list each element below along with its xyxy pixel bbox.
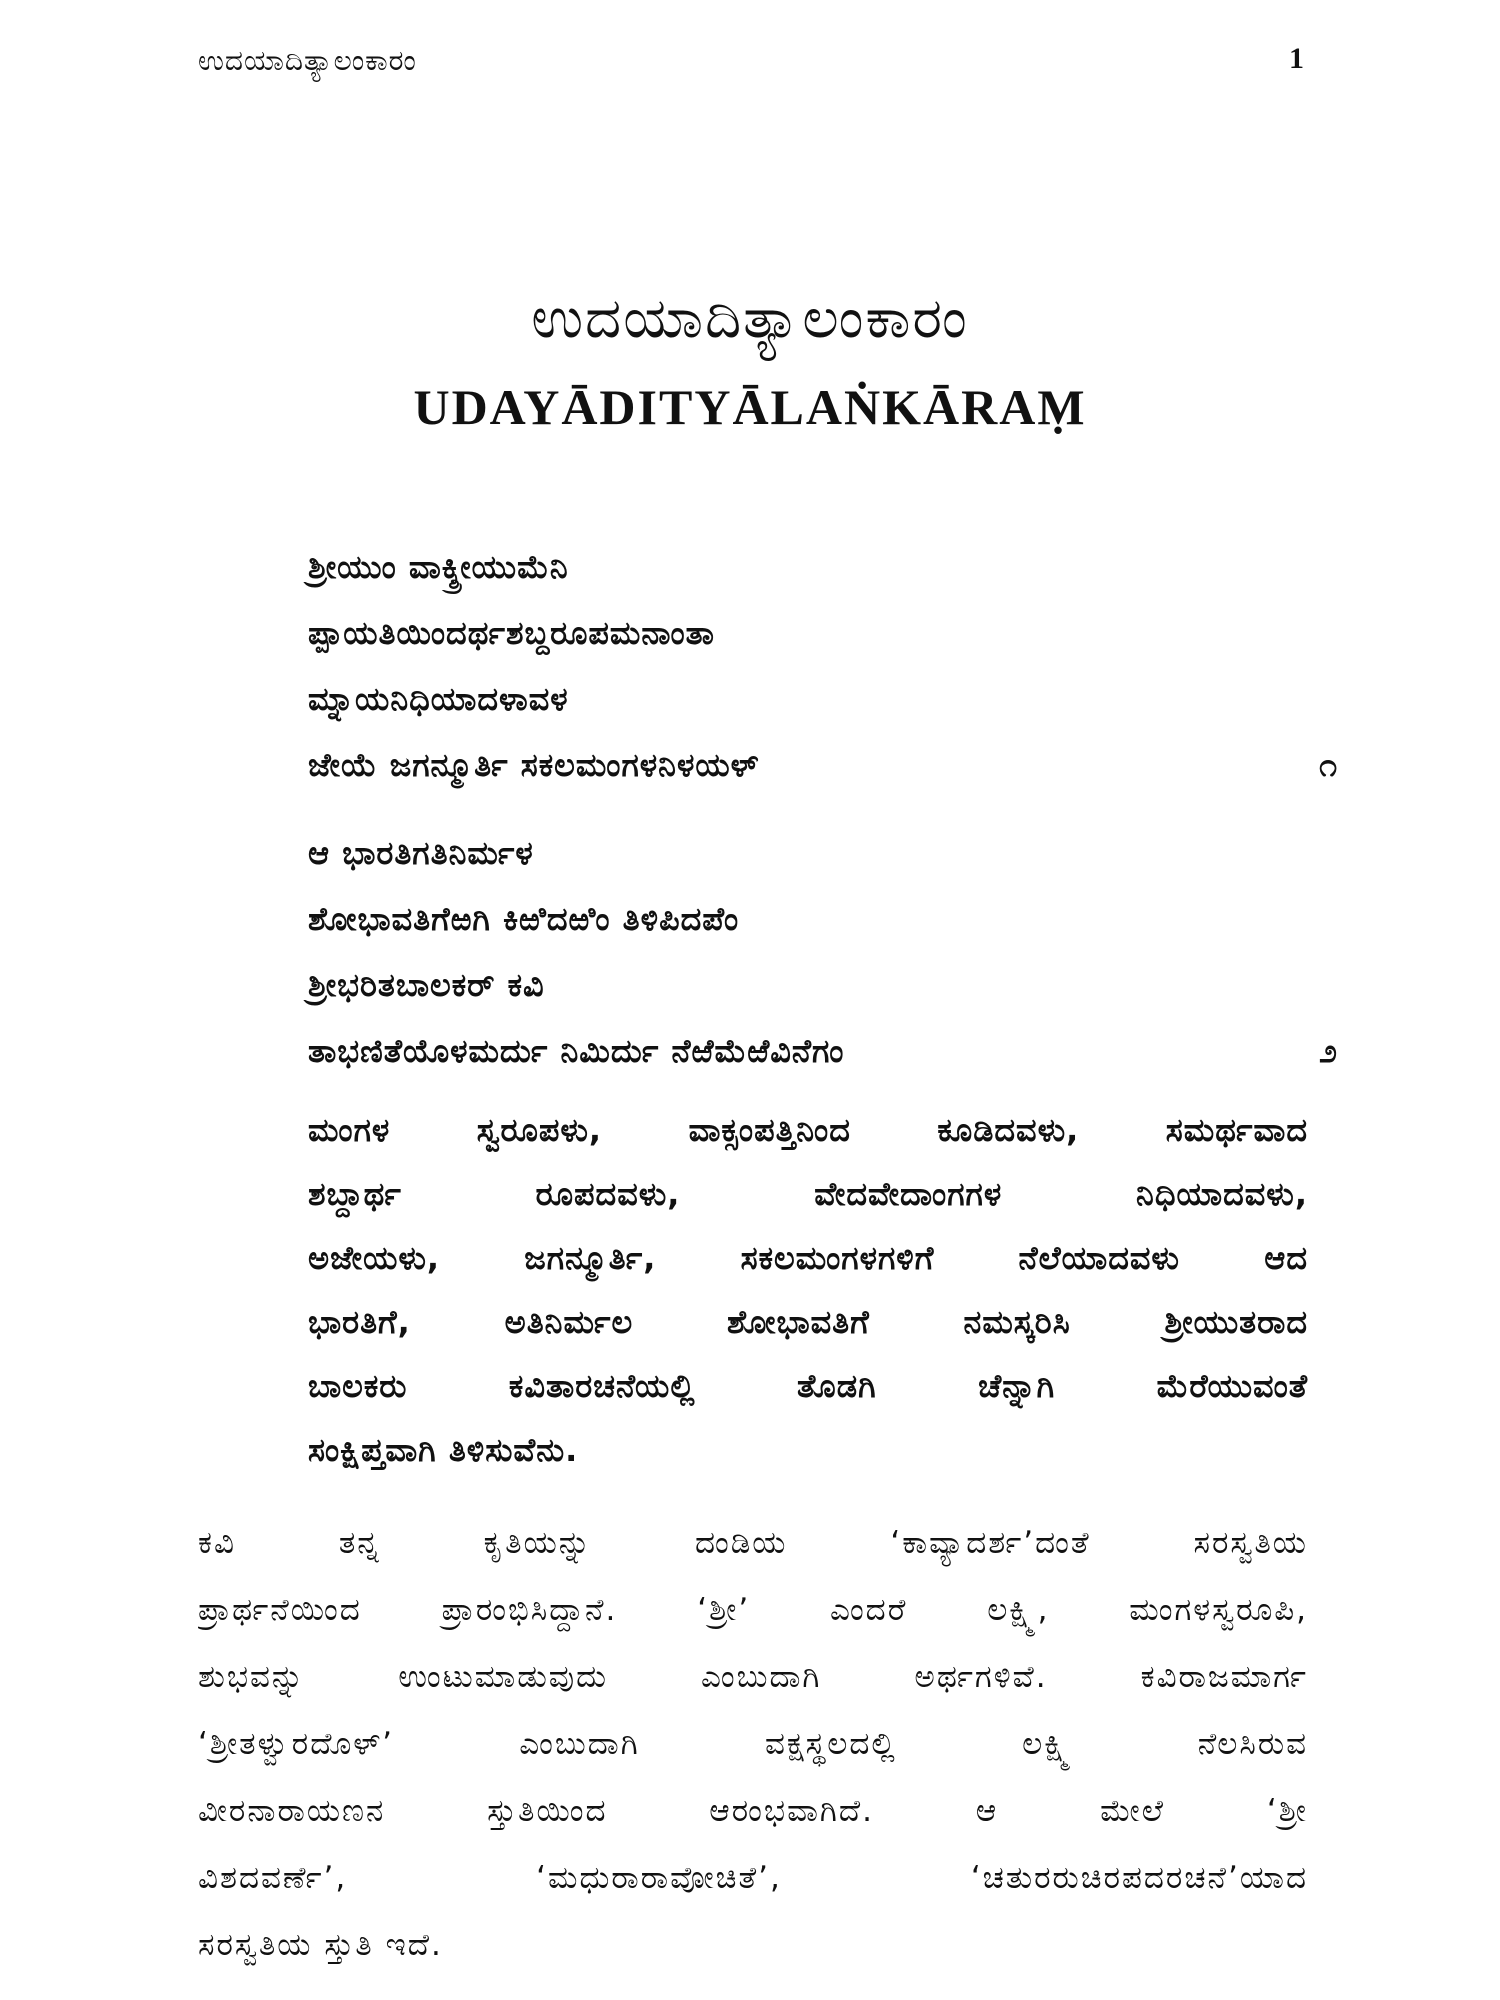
gloss-line: ಭಾರತಿಗೆ, ಅತಿನಿರ್ಮಲ ಶೋಭಾವತಿಗೆ ನಮಸ್ಕರಿಸಿ ಶ್ರೀಯುತರಾದ — [308, 1303, 1308, 1341]
verse-gloss-paragraph — [308, 1098, 1308, 1482]
gloss-line: ಮಂಗಳ ಸ್ವರೂಪಳು, ವಾಕ್ಸಂಪತ್ತಿನಿಂದ ಕೂಡಿದವಳು, ಸಮರ್ಥವಾದ — [308, 1111, 1308, 1149]
verse-line: ಮ್ನಾಯನಿಧಿಯಾದಳಾವಳ — [308, 680, 569, 718]
commentary-line: ಪ್ರಾರ್ಥನೆಯಿಂದ ಪ್ರಾರಂಭಿಸಿದ್ದಾನೆ. ‘ಶ್ರೀ’ ಎಂದರೆ ಲಕ್ಷ್ಮಿ, ಮಂಗಳಸ್ವರೂಪಿ, — [198, 1592, 1308, 1628]
verse-number: ೨ — [1319, 1032, 1338, 1070]
gloss-line: ಅಜೇಯಳು, ಜಗನ್ಮೂರ್ತಿ, ಸಕಲಮಂಗಳಗಳಿಗೆ ನೆಲೆಯಾದವಳು ಆದ — [308, 1239, 1308, 1277]
commentary-line: ಸರಸ್ವತಿಯ ಸ್ತುತಿ ಇದೆ. — [198, 1927, 443, 1963]
verse-line-text: ಜೇಯೆ ಜಗನ್ಮೂರ್ತಿ ಸಕಲಮಂಗಳನಿಳಯಳ್ — [308, 746, 760, 784]
verse-line: ಪ್ಪಾಯತಿಯಿಂದರ್ಥಶಬ್ದರೂಪಮನಾಂತಾ — [308, 614, 715, 652]
page-title-transliteration: UDAYĀDITYĀLAṄKĀRAṂ — [413, 379, 1087, 435]
commentary-line: ‘ಶ್ರೀತಳ್ವುರದೊಳ್’ ಎಂಬುದಾಗಿ ವಕ್ಷಸ್ಥಲದಲ್ಲಿ ಲಕ್ಷ್ಮಿ ನೆಲಸಿರುವ — [198, 1726, 1308, 1762]
verse-1 — [308, 534, 1338, 798]
verse-number: ೧ — [1319, 746, 1338, 784]
verse-line: ಶ್ರೀಭರಿತಬಾಲಕರ್ ಕವಿ — [308, 966, 545, 1004]
verse-line: ಶೋಭಾವತಿಗೆಱಗಿ ಕಿಱಿದಱಿಂ ತಿಳಿಪಿದಪೆಂ — [308, 900, 740, 938]
gloss-line: ಸಂಕ್ಷಿಪ್ತವಾಗಿ ತಿಳಿಸುವೆನು. — [308, 1431, 579, 1469]
commentary-line: ಕವಿ ತನ್ನ ಕೃತಿಯನ್ನು ದಂಡಿಯ ‘ಕಾವ್ಯಾದರ್ಶ’ದಂತೆ ಸರಸ್ವತಿಯ — [198, 1525, 1308, 1561]
running-header-title: ಉದಯಾದಿತ್ಯಾಲಂಕಾರಂ — [198, 44, 417, 77]
verse-line: ಶ್ರೀಯುಂ ವಾಕ್ಶ್ರೀಯುಮೆನಿ — [308, 548, 569, 586]
gloss-line: ಶಬ್ದಾರ್ಥ ರೂಪದವಳು, ವೇದವೇದಾಂಗಗಳ ನಿಧಿಯಾದವಳು, — [308, 1175, 1308, 1213]
commentary-line: ವೀರನಾರಾಯಣನ ಸ್ತುತಿಯಿಂದ ಆರಂಭವಾಗಿದೆ. ಆ ಮೇಲೆ ‘ಶ್ರೀ — [198, 1793, 1308, 1829]
verse-line — [308, 732, 1338, 798]
verse-2 — [308, 820, 1338, 1084]
page-number: 1 — [1289, 42, 1304, 75]
commentary-line: ಶುಭವನ್ನು ಉಂಟುಮಾಡುವುದು ಎಂಬುದಾಗಿ ಅರ್ಥಗಳಿವೆ. ಕವಿರಾಜಮಾರ್ಗ — [198, 1659, 1308, 1695]
verse-line-text: ತಾಭಣಿತೆಯೊಳಮರ್ದು ನಿಮಿರ್ದು ನೆಱೆಮೆಱೆವಿನೆಗಂ — [308, 1032, 845, 1070]
commentary-line: ವಿಶದವರ್ಣೆ’, ‘ಮಧುರಾರಾವೋಚಿತೆ’, ‘ಚತುರರುಚಿರಪದರಚನೆ’ಯಾದ — [198, 1860, 1308, 1896]
verse-line — [308, 1018, 1338, 1084]
page-title-kannada: ಉದಯಾದಿತ್ಯಾಲಂಕಾರಂ — [531, 286, 969, 351]
verse-line: ಆ ಭಾರತಿಗತಿನಿರ್ಮಳ — [308, 834, 534, 872]
gloss-line: ಬಾಲಕರು ಕವಿತಾರಚನೆಯಲ್ಲಿ ತೊಡಗಿ ಚೆನ್ನಾಗಿ ಮೆರೆಯುವಂತೆ — [308, 1367, 1308, 1405]
commentary-paragraph — [198, 1510, 1308, 1979]
